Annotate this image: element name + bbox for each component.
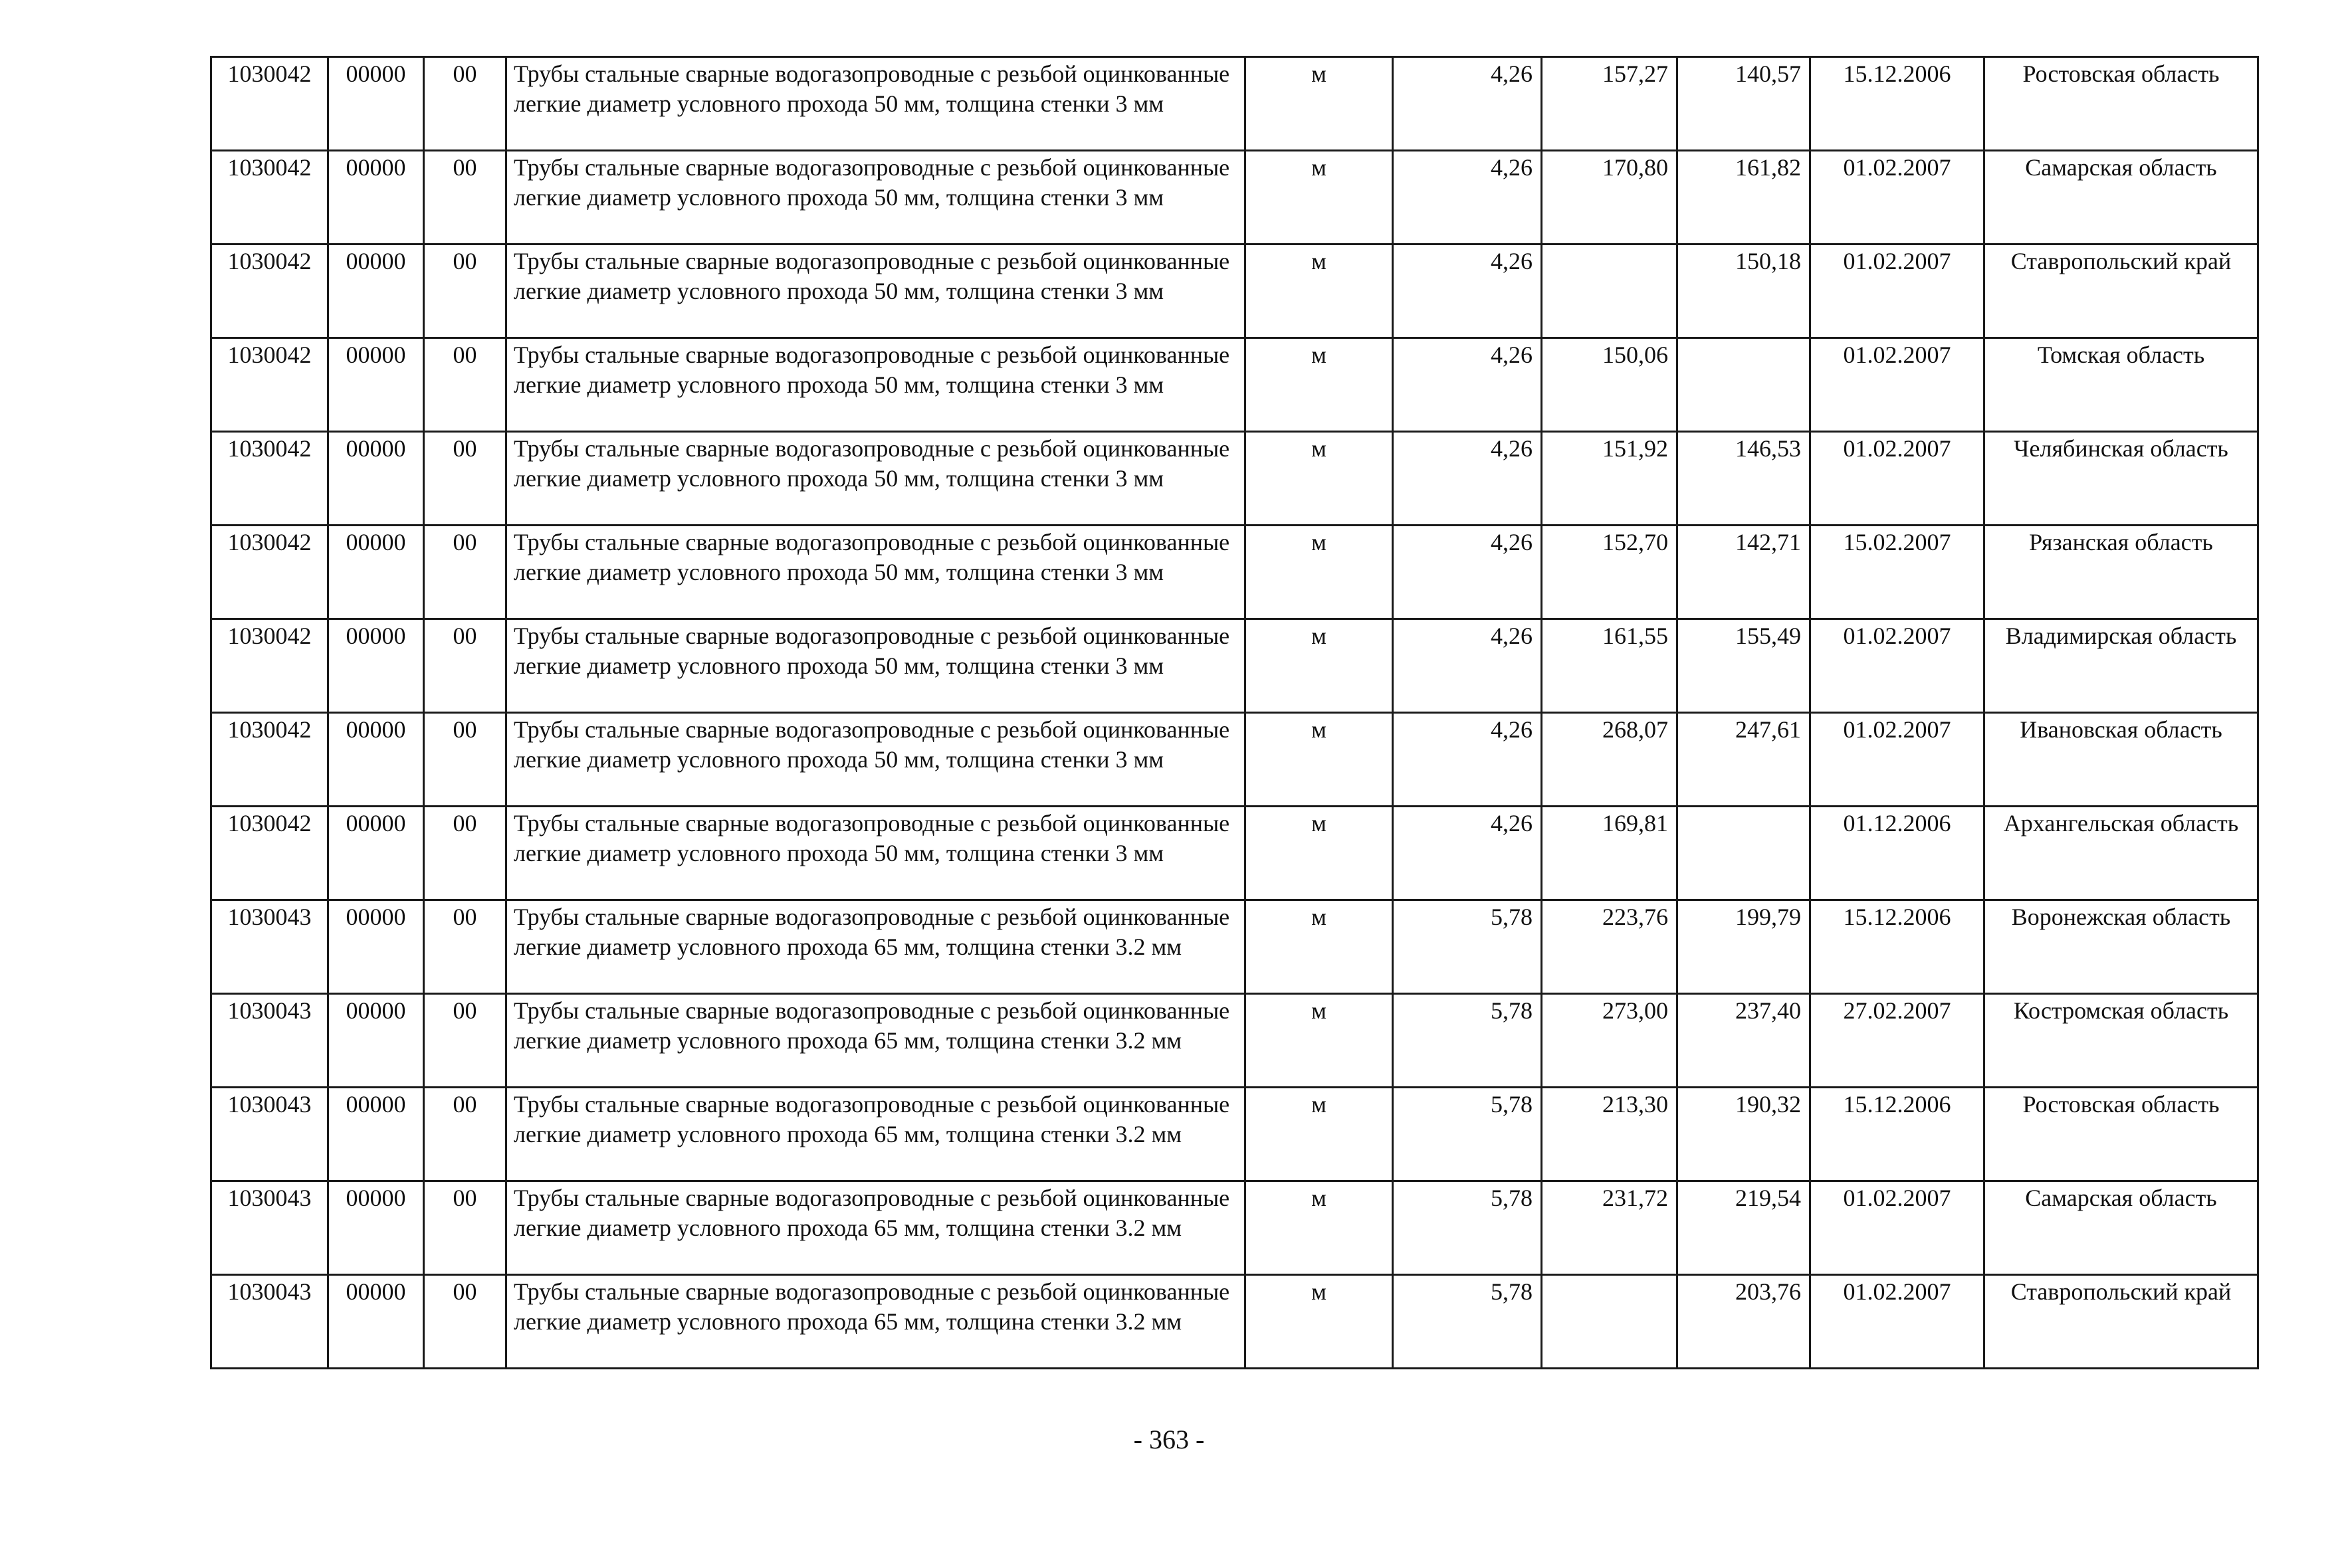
- table-row: [211, 432, 2258, 526]
- region-cell: Ростовская область: [1984, 1088, 2258, 1181]
- region-cell: Ростовская область: [1984, 57, 2258, 151]
- description-cell: Трубы стальные сварные водогазопроводные с резьбой оцинкованные легкие диаметр условного прохода 50 мм, толщина стенки 3 мм: [506, 57, 1245, 151]
- index-cell: 00: [424, 619, 506, 713]
- price-2-cell: 150,18: [1677, 245, 1810, 338]
- index-cell: 00: [424, 713, 506, 807]
- date-cell: 01.02.2007: [1810, 432, 1984, 526]
- unit-cell: м: [1245, 1088, 1393, 1181]
- price-2-cell: 146,53: [1677, 432, 1810, 526]
- index-cell: 00: [424, 900, 506, 994]
- price-table: [210, 56, 2259, 1369]
- price-2-cell: 155,49: [1677, 619, 1810, 713]
- sub-code-cell: 00000: [328, 1275, 424, 1369]
- item-code-cell: 1030042: [211, 338, 328, 432]
- description-cell: Трубы стальные сварные водогазопроводные с резьбой оцинкованные легкие диаметр условного прохода 65 мм, толщина стенки 3.2 мм: [506, 1181, 1245, 1275]
- index-cell: 00: [424, 526, 506, 619]
- description-cell: Трубы стальные сварные водогазопроводные с резьбой оцинкованные легкие диаметр условного прохода 65 мм, толщина стенки 3.2 мм: [506, 900, 1245, 994]
- description-cell: Трубы стальные сварные водогазопроводные с резьбой оцинкованные легкие диаметр условного прохода 50 мм, толщина стенки 3 мм: [506, 432, 1245, 526]
- date-cell: 01.02.2007: [1810, 1181, 1984, 1275]
- price-2-cell: 140,57: [1677, 57, 1810, 151]
- price-1-cell: 213,30: [1542, 1088, 1677, 1181]
- region-cell: Воронежская область: [1984, 900, 2258, 994]
- date-cell: 01.02.2007: [1810, 619, 1984, 713]
- price-1-cell: 169,81: [1542, 807, 1677, 900]
- price-1-cell: 151,92: [1542, 432, 1677, 526]
- item-code-cell: 1030043: [211, 900, 328, 994]
- quantity-cell: 5,78: [1393, 900, 1542, 994]
- item-code-cell: 1030042: [211, 57, 328, 151]
- date-cell: 15.02.2007: [1810, 526, 1984, 619]
- description-cell: Трубы стальные сварные водогазопроводные с резьбой оцинкованные легкие диаметр условного прохода 50 мм, толщина стенки 3 мм: [506, 245, 1245, 338]
- price-1-cell: 231,72: [1542, 1181, 1677, 1275]
- price-2-cell: 199,79: [1677, 900, 1810, 994]
- sub-code-cell: 00000: [328, 432, 424, 526]
- table-row: [211, 245, 2258, 338]
- region-cell: Самарская область: [1984, 1181, 2258, 1275]
- price-2-cell: 142,71: [1677, 526, 1810, 619]
- item-code-cell: 1030043: [211, 994, 328, 1088]
- date-cell: 01.02.2007: [1810, 338, 1984, 432]
- date-cell: 01.02.2007: [1810, 245, 1984, 338]
- sub-code-cell: 00000: [328, 526, 424, 619]
- price-1-cell: 223,76: [1542, 900, 1677, 994]
- sub-code-cell: 00000: [328, 994, 424, 1088]
- item-code-cell: 1030042: [211, 151, 328, 245]
- sub-code-cell: 00000: [328, 1181, 424, 1275]
- sub-code-cell: 00000: [328, 713, 424, 807]
- table-row: [211, 1088, 2258, 1181]
- price-1-cell: 157,27: [1542, 57, 1677, 151]
- date-cell: 15.12.2006: [1810, 1088, 1984, 1181]
- unit-cell: м: [1245, 994, 1393, 1088]
- table-row: [211, 713, 2258, 807]
- unit-cell: м: [1245, 526, 1393, 619]
- table-row: [211, 526, 2258, 619]
- sub-code-cell: 00000: [328, 338, 424, 432]
- date-cell: 01.02.2007: [1810, 713, 1984, 807]
- table-row: [211, 338, 2258, 432]
- index-cell: 00: [424, 151, 506, 245]
- sub-code-cell: 00000: [328, 57, 424, 151]
- price-1-cell: 161,55: [1542, 619, 1677, 713]
- quantity-cell: 5,78: [1393, 1275, 1542, 1369]
- quantity-cell: 4,26: [1393, 338, 1542, 432]
- index-cell: 00: [424, 994, 506, 1088]
- index-cell: 00: [424, 432, 506, 526]
- description-cell: Трубы стальные сварные водогазопроводные с резьбой оцинкованные легкие диаметр условного прохода 65 мм, толщина стенки 3.2 мм: [506, 1088, 1245, 1181]
- region-cell: Костромская область: [1984, 994, 2258, 1088]
- quantity-cell: 5,78: [1393, 1088, 1542, 1181]
- sub-code-cell: 00000: [328, 900, 424, 994]
- region-cell: Ставропольский край: [1984, 1275, 2258, 1369]
- item-code-cell: 1030042: [211, 432, 328, 526]
- date-cell: 01.02.2007: [1810, 1275, 1984, 1369]
- price-2-cell: 161,82: [1677, 151, 1810, 245]
- quantity-cell: 4,26: [1393, 526, 1542, 619]
- sub-code-cell: 00000: [328, 1088, 424, 1181]
- index-cell: 00: [424, 807, 506, 900]
- price-table-container: [210, 56, 2257, 1369]
- item-code-cell: 1030042: [211, 526, 328, 619]
- description-cell: Трубы стальные сварные водогазопроводные с резьбой оцинкованные легкие диаметр условного прохода 50 мм, толщина стенки 3 мм: [506, 807, 1245, 900]
- table-row: [211, 807, 2258, 900]
- price-1-cell: 150,06: [1542, 338, 1677, 432]
- region-cell: Самарская область: [1984, 151, 2258, 245]
- unit-cell: м: [1245, 1275, 1393, 1369]
- date-cell: 15.12.2006: [1810, 57, 1984, 151]
- description-cell: Трубы стальные сварные водогазопроводные с резьбой оцинкованные легкие диаметр условного прохода 50 мм, толщина стенки 3 мм: [506, 338, 1245, 432]
- description-cell: Трубы стальные сварные водогазопроводные с резьбой оцинкованные легкие диаметр условного прохода 50 мм, толщина стенки 3 мм: [506, 713, 1245, 807]
- date-cell: 01.12.2006: [1810, 807, 1984, 900]
- price-1-cell: 152,70: [1542, 526, 1677, 619]
- date-cell: 15.12.2006: [1810, 900, 1984, 994]
- unit-cell: м: [1245, 619, 1393, 713]
- price-1-cell: 170,80: [1542, 151, 1677, 245]
- item-code-cell: 1030042: [211, 807, 328, 900]
- region-cell: Рязанская область: [1984, 526, 2258, 619]
- index-cell: 00: [424, 1275, 506, 1369]
- price-1-cell: 273,00: [1542, 994, 1677, 1088]
- item-code-cell: 1030042: [211, 245, 328, 338]
- item-code-cell: 1030043: [211, 1181, 328, 1275]
- region-cell: Челябинская область: [1984, 432, 2258, 526]
- price-2-cell: 190,32: [1677, 1088, 1810, 1181]
- table-row: [211, 151, 2258, 245]
- unit-cell: м: [1245, 151, 1393, 245]
- region-cell: Архангельская область: [1984, 807, 2258, 900]
- region-cell: Ставропольский край: [1984, 245, 2258, 338]
- sub-code-cell: 00000: [328, 151, 424, 245]
- unit-cell: м: [1245, 245, 1393, 338]
- index-cell: 00: [424, 1088, 506, 1181]
- description-cell: Трубы стальные сварные водогазопроводные с резьбой оцинкованные легкие диаметр условного прохода 50 мм, толщина стенки 3 мм: [506, 151, 1245, 245]
- price-1-cell: [1542, 1275, 1677, 1369]
- quantity-cell: 5,78: [1393, 1181, 1542, 1275]
- index-cell: 00: [424, 338, 506, 432]
- table-row: [211, 900, 2258, 994]
- quantity-cell: 4,26: [1393, 151, 1542, 245]
- quantity-cell: 4,26: [1393, 245, 1542, 338]
- item-code-cell: 1030043: [211, 1088, 328, 1181]
- unit-cell: м: [1245, 900, 1393, 994]
- price-2-cell: [1677, 338, 1810, 432]
- item-code-cell: 1030042: [211, 713, 328, 807]
- index-cell: 00: [424, 245, 506, 338]
- page-number: - 363 -: [1133, 1424, 1205, 1454]
- table-row: [211, 619, 2258, 713]
- item-code-cell: 1030042: [211, 619, 328, 713]
- table-row: [211, 1181, 2258, 1275]
- region-cell: Владимирская область: [1984, 619, 2258, 713]
- sub-code-cell: 00000: [328, 619, 424, 713]
- table-row: [211, 994, 2258, 1088]
- unit-cell: м: [1245, 713, 1393, 807]
- quantity-cell: 4,26: [1393, 713, 1542, 807]
- unit-cell: м: [1245, 432, 1393, 526]
- sub-code-cell: 00000: [328, 245, 424, 338]
- date-cell: 27.02.2007: [1810, 994, 1984, 1088]
- region-cell: Ивановская область: [1984, 713, 2258, 807]
- unit-cell: м: [1245, 338, 1393, 432]
- quantity-cell: 5,78: [1393, 994, 1542, 1088]
- quantity-cell: 4,26: [1393, 432, 1542, 526]
- price-2-cell: 237,40: [1677, 994, 1810, 1088]
- item-code-cell: 1030043: [211, 1275, 328, 1369]
- unit-cell: м: [1245, 807, 1393, 900]
- price-2-cell: 247,61: [1677, 713, 1810, 807]
- price-1-cell: 268,07: [1542, 713, 1677, 807]
- price-2-cell: [1677, 807, 1810, 900]
- unit-cell: м: [1245, 1181, 1393, 1275]
- description-cell: Трубы стальные сварные водогазопроводные с резьбой оцинкованные легкие диаметр условного прохода 50 мм, толщина стенки 3 мм: [506, 619, 1245, 713]
- price-2-cell: 203,76: [1677, 1275, 1810, 1369]
- quantity-cell: 4,26: [1393, 807, 1542, 900]
- index-cell: 00: [424, 57, 506, 151]
- sub-code-cell: 00000: [328, 807, 424, 900]
- description-cell: Трубы стальные сварные водогазопроводные с резьбой оцинкованные легкие диаметр условного прохода 65 мм, толщина стенки 3.2 мм: [506, 994, 1245, 1088]
- region-cell: Томская область: [1984, 338, 2258, 432]
- table-body: [211, 57, 2258, 1369]
- unit-cell: м: [1245, 57, 1393, 151]
- description-cell: Трубы стальные сварные водогазопроводные с резьбой оцинкованные легкие диаметр условного прохода 50 мм, толщина стенки 3 мм: [506, 526, 1245, 619]
- table-row: [211, 57, 2258, 151]
- price-1-cell: [1542, 245, 1677, 338]
- date-cell: 01.02.2007: [1810, 151, 1984, 245]
- description-cell: Трубы стальные сварные водогазопроводные с резьбой оцинкованные легкие диаметр условного прохода 65 мм, толщина стенки 3.2 мм: [506, 1275, 1245, 1369]
- table-row: [211, 1275, 2258, 1369]
- index-cell: 00: [424, 1181, 506, 1275]
- quantity-cell: 4,26: [1393, 619, 1542, 713]
- price-2-cell: 219,54: [1677, 1181, 1810, 1275]
- quantity-cell: 4,26: [1393, 57, 1542, 151]
